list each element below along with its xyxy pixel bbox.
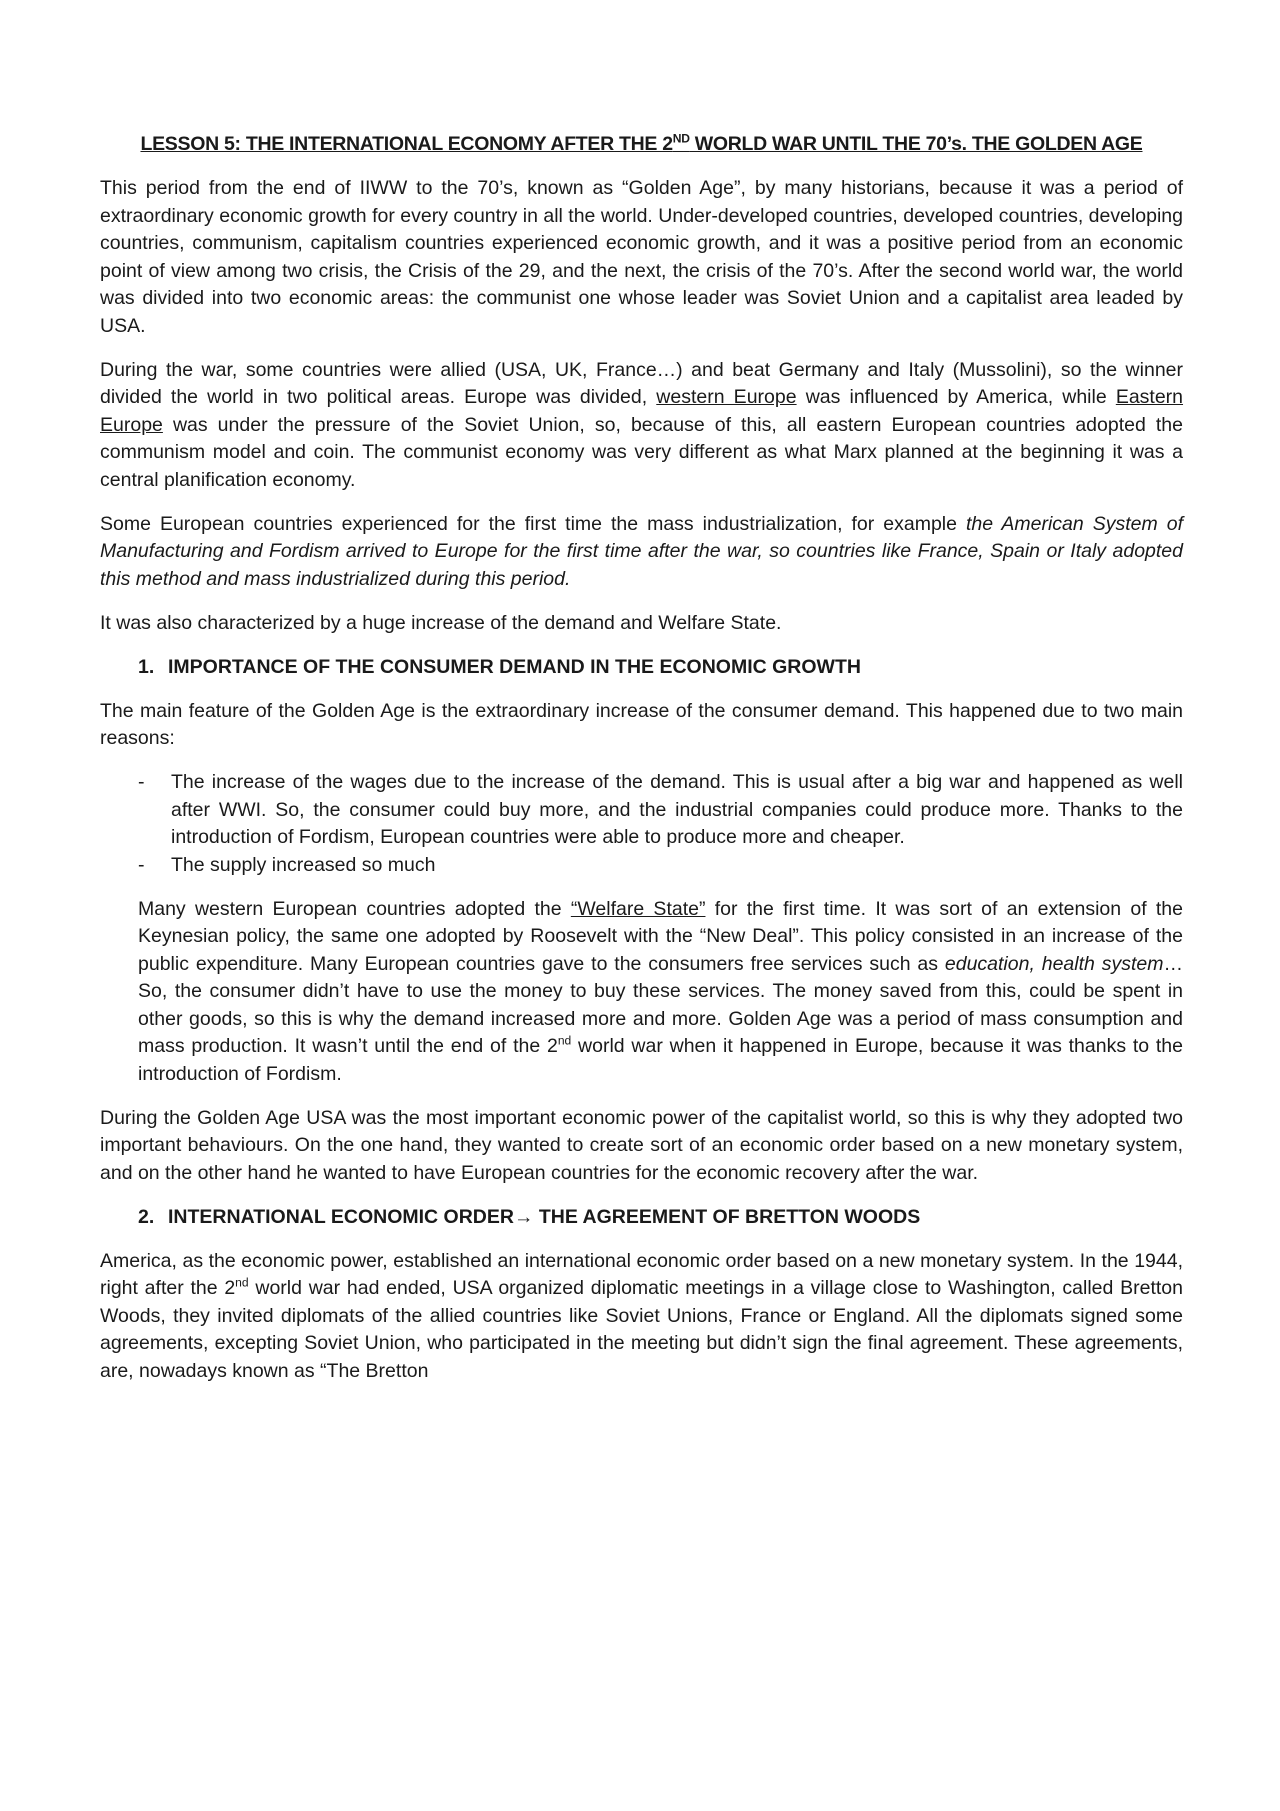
- text-run: The main feature of the Golden Age is the extraordinary increase of the consumer demand. This happened due to two main reasons:: [100, 699, 1183, 749]
- paragraph: [100, 511, 1183, 594]
- text-run: world war when it happened in Europe, because it was thanks to the introduction of Fordism.: [138, 1035, 1183, 1085]
- italic-text: education, health system: [944, 952, 1164, 975]
- text-run: LESSON 5: THE INTERNATIONAL ECONOMY AFTER THE 2: [140, 133, 673, 155]
- text-run: … So, the consumer didn’t have to use the money to buy these services. The money saved from this, could be spent in other goods, so this is why the demand increased more and more. Golden Age was a period of mass consumption and mass production. It wasn’t until the end of the 2: [138, 952, 1183, 1057]
- text-run: for the first time. It was sort of an extension of the Keynesian policy, the same one adopted by Roosevelt with the “New Deal”. This policy consisted in an increase of the public expenditure. Many European countries gave to the consumers free services such as: [138, 897, 1183, 975]
- heading-number: 2.: [138, 1205, 155, 1228]
- list-item: [100, 769, 1183, 852]
- bullet-list: [100, 769, 1183, 879]
- underlined-text: “Welfare State”: [570, 897, 706, 920]
- heading-number: 1.: [138, 655, 155, 678]
- superscript-text: nd: [235, 1275, 249, 1290]
- section-heading: [100, 654, 1183, 682]
- paragraph: [100, 1248, 1183, 1386]
- paragraph: [100, 175, 1183, 340]
- text-run: Some European countries experienced for the first time the mass industrialization, for example: [100, 512, 966, 535]
- list-item-text: [171, 769, 1183, 852]
- paragraph: [100, 610, 1183, 638]
- text-run: The increase of the wages due to the increase of the demand. This is usual after a big war and happened as well after WWI. So, the consumer could buy more, and the industrial companies could produce more. Thanks to the introduction of Fordism, European countries were able to produce more and cheaper.: [171, 771, 1183, 848]
- text-run: America, as the economic power, established an international economic order based on a new monetary system. In the 1944, right after the 2: [100, 1249, 1183, 1299]
- text-run: world war had ended, USA organized diplomatic meetings in a village close to Washington, called Bretton Woods, they invited diplomats of the allied countries like Soviet Unions, France or England. All the diplomats signed some agreements, excepting Soviet Union, who participated in the meeting but didn’t sign the final agreement. These agreements, are, nowadays known as “The Bretton: [100, 1277, 1183, 1382]
- italic-text: the American System of Manufacturing and Fordism arrived to Europe for the first time after the war, so countries like France, Spain or Italy adopted this method and mass industrialized during this period.: [100, 512, 1183, 590]
- text-run: During the Golden Age USA was the most important economic power of the capitalist world, so this is why they adopted two important behaviours. On the one hand, they wanted to create sort of an economic order based on a new monetary system, and on the other hand he wanted to have European countries for the economic recovery after the war.: [100, 1106, 1183, 1184]
- heading-text: [168, 1204, 1183, 1232]
- list-bullet: -: [138, 771, 145, 793]
- text-run: was influenced by America, while: [796, 386, 1116, 408]
- paragraph: [100, 698, 1183, 753]
- section-heading: [100, 1204, 1183, 1232]
- text-run: It was also characterized by a huge increase of the demand and Welfare State.: [100, 611, 782, 634]
- heading-text: [168, 654, 1183, 682]
- text-run: was under the pressure of the Soviet Union, so, because of this, all eastern European countries adopted the communism model and coin. The communist economy was very different as what Marx planned at the beginning it was a central planification economy.: [100, 413, 1183, 491]
- indented-paragraph: [138, 896, 1183, 1089]
- list-bullet: -: [138, 853, 145, 876]
- paragraph: [100, 357, 1183, 495]
- superscript-text: ND: [672, 131, 690, 146]
- text-run: During the war, some countries were allied (USA, UK, France…) and beat Germany and Italy (Mussolini), so the winner divided the world in two political areas. Europe was divided,: [100, 358, 1183, 408]
- paragraph: [100, 1105, 1183, 1188]
- text-run: INTERNATIONAL ECONOMIC ORDER→ THE AGREEMENT OF BRETTON WOODS: [168, 1205, 921, 1228]
- document-body: [100, 175, 1183, 1385]
- text-run: IMPORTANCE OF THE CONSUMER DEMAND IN THE ECONOMIC GROWTH: [168, 655, 861, 678]
- superscript-text: nd: [557, 1033, 572, 1048]
- document-title: [100, 131, 1183, 159]
- underlined-text: western Europe: [656, 386, 797, 408]
- text-run: The supply increased so much: [171, 853, 436, 876]
- list-item: [100, 852, 1183, 880]
- text-run: This period from the end of IIWW to the 70’s, known as “Golden Age”, by many historians, because it was a period of extraordinary economic growth for every country in all the world. Under-developed countries, developed countries, developing countries, communism, capitalism countries experienced economic growth, and it was a positive period from an economic point of view among two crisis, the Crisis of the 29, and the next, the crisis of the 70’s. After the second world war, the world was divided into two economic areas: the communist one whose leader was Soviet Union and a capitalist area leaded by USA.: [100, 177, 1183, 337]
- list-item-text: [171, 852, 1183, 880]
- text-run: Many western European countries adopted the: [138, 897, 571, 920]
- text-run: WORLD WAR UNTIL THE 70’s. THE GOLDEN AGE: [689, 133, 1143, 155]
- underlined-text: Eastern Europe: [100, 386, 1184, 436]
